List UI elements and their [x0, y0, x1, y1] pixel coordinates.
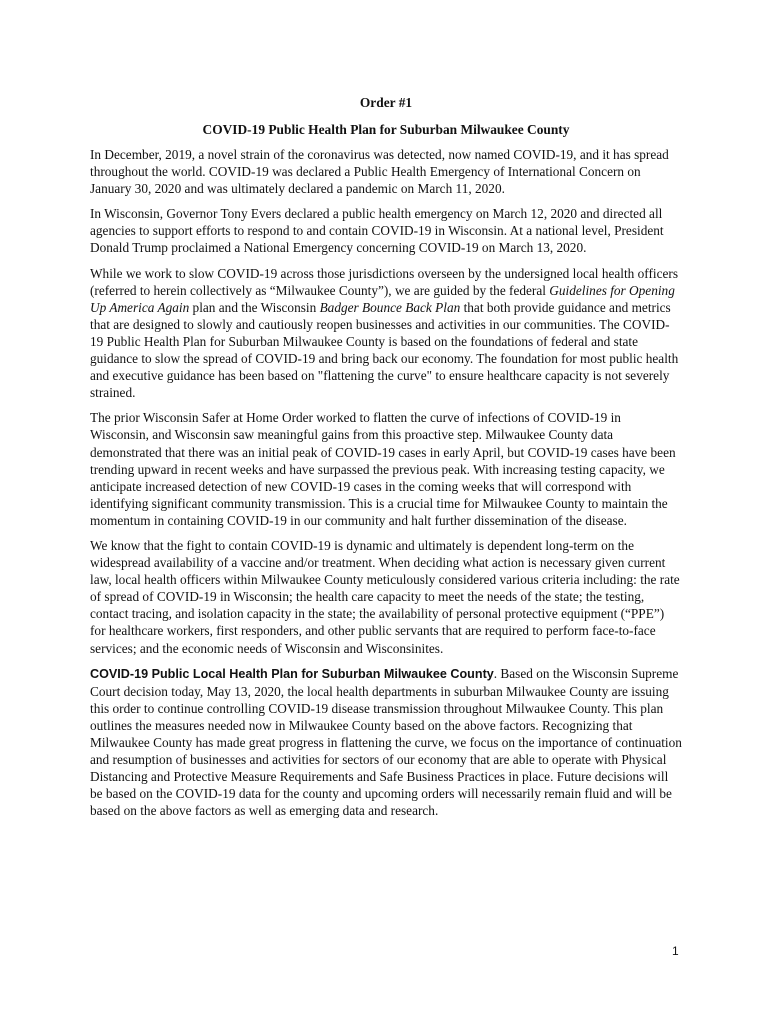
paragraph-2: In Wisconsin, Governor Tony Evers declared a public health emergency on March 12, 2020 and directed all agencies to support efforts to respond to and contain COVID-19 in Wisconsin. At a national level, President Donald Trump proclaimed a National Emergency concerning COVID-19 on March 13, 2020.: [90, 206, 664, 256]
order-number: Order #1: [359, 95, 413, 110]
paragraph-6-body: . Based on the Wisconsin Supreme Court decision today, May 13, 2020, the local health departments in suburban Milwaukee County are issuing this order to continue controlling COVID-19 disease transmission throughout Milwaukee County. This plan outlines the measures needed now in Milwaukee County based on the above factors. Recognizing that Milwaukee County has made great progress in flattening the curve, we focus on the importance of continuation and resumption of businesses and activities for sectors of our economy that are able to operate with Physical Distancing and Protective Measure Requirements and Safe Business Practices in place. Future decisions will be based on the COVID-19 data for the county and upcoming orders will necessarily remain fluid and will be based on the above factors as well as emerging data and research.: [90, 665, 682, 819]
paragraph-1: In December, 2019, a novel strain of the coronavirus was detected, now named COVID-19, and it has spread throughout the world. COVID-19 was declared a Public Health Emergency of International Concern on January 30, 2020 and was ultimately declared a pandemic on March 11, 2020.: [90, 147, 669, 197]
page-number: 1: [672, 944, 679, 958]
paragraph-3-text-e: that both provide guidance and metrics that are designed to slowly and cautiously reopen businesses and activities in our communities. The COVID-19 Public Health Plan for Suburban Milwaukee County is based on the foundations of federal and state guidance to slow the spread of COVID-19 and bring back our economy. The foundation for most public health and executive guidance has been based on "flattening the curve" to ensure healthcare capacity is not severely strained.: [90, 299, 679, 401]
paragraph-3-text-a: While we work to slow COVID-19 across those jurisdictions overseen by the undersigned local health officers (referred to herein collectively as “Milwaukee County”), we are guided by the federal: [90, 265, 678, 298]
federal-guidelines-title: Guidelines for Opening Up America Again: [90, 282, 675, 315]
paragraph-3: [90, 265, 682, 402]
paragraph-4: The prior Wisconsin Safer at Home Order worked to flatten the curve of infections of COVID-19 in Wisconsin, and Wisconsin saw meaningful gains from this proactive step. Milwaukee County data demonstrated that there was an initial peak of COVID-19 cases in early April, but COVID-19 cases have been trending upward in recent weeks and have surpassed the previous peak. With increasing testing capacity, we anticipate increased detection of new COVID-19 cases in the coming weeks that will correspond with identifying significant community transmission. This is a crucial time for Milwaukee County to maintain the momentum in containing COVID-19 in our community and halt further dissemination of the disease.: [90, 410, 676, 528]
paragraph-3-text-c: plan and the Wisconsin: [189, 299, 320, 315]
paragraph-6: [90, 665, 682, 820]
paragraph-5: We know that the fight to contain COVID-19 is dynamic and ultimately is dependent long-term on the widespread availability of a vaccine and/or treatment. When deciding what action is necessary given current law, local health officers within Milwaukee County meticulously considered various criteria including: the rate of spread of COVID-19 in Wisconsin; the health care capacity to meet the needs of the state; the testing, contact tracing, and isolation capacity in the state; the availability of personal protective equipment (“PPE”) for healthcare workers, first responders, and other public servants that are required to perform face-to-face services; and the economic needs of Wisconsin and Wisconsinites.: [90, 537, 680, 656]
plan-heading: COVID-19 Public Local Health Plan for Suburban Milwaukee County: [90, 666, 494, 681]
badger-bounce-back-plan-title: Badger Bounce Back Plan: [319, 299, 461, 315]
document-body: [90, 94, 682, 827]
document-title: COVID-19 Public Health Plan for Suburban Milwaukee County: [202, 122, 570, 137]
